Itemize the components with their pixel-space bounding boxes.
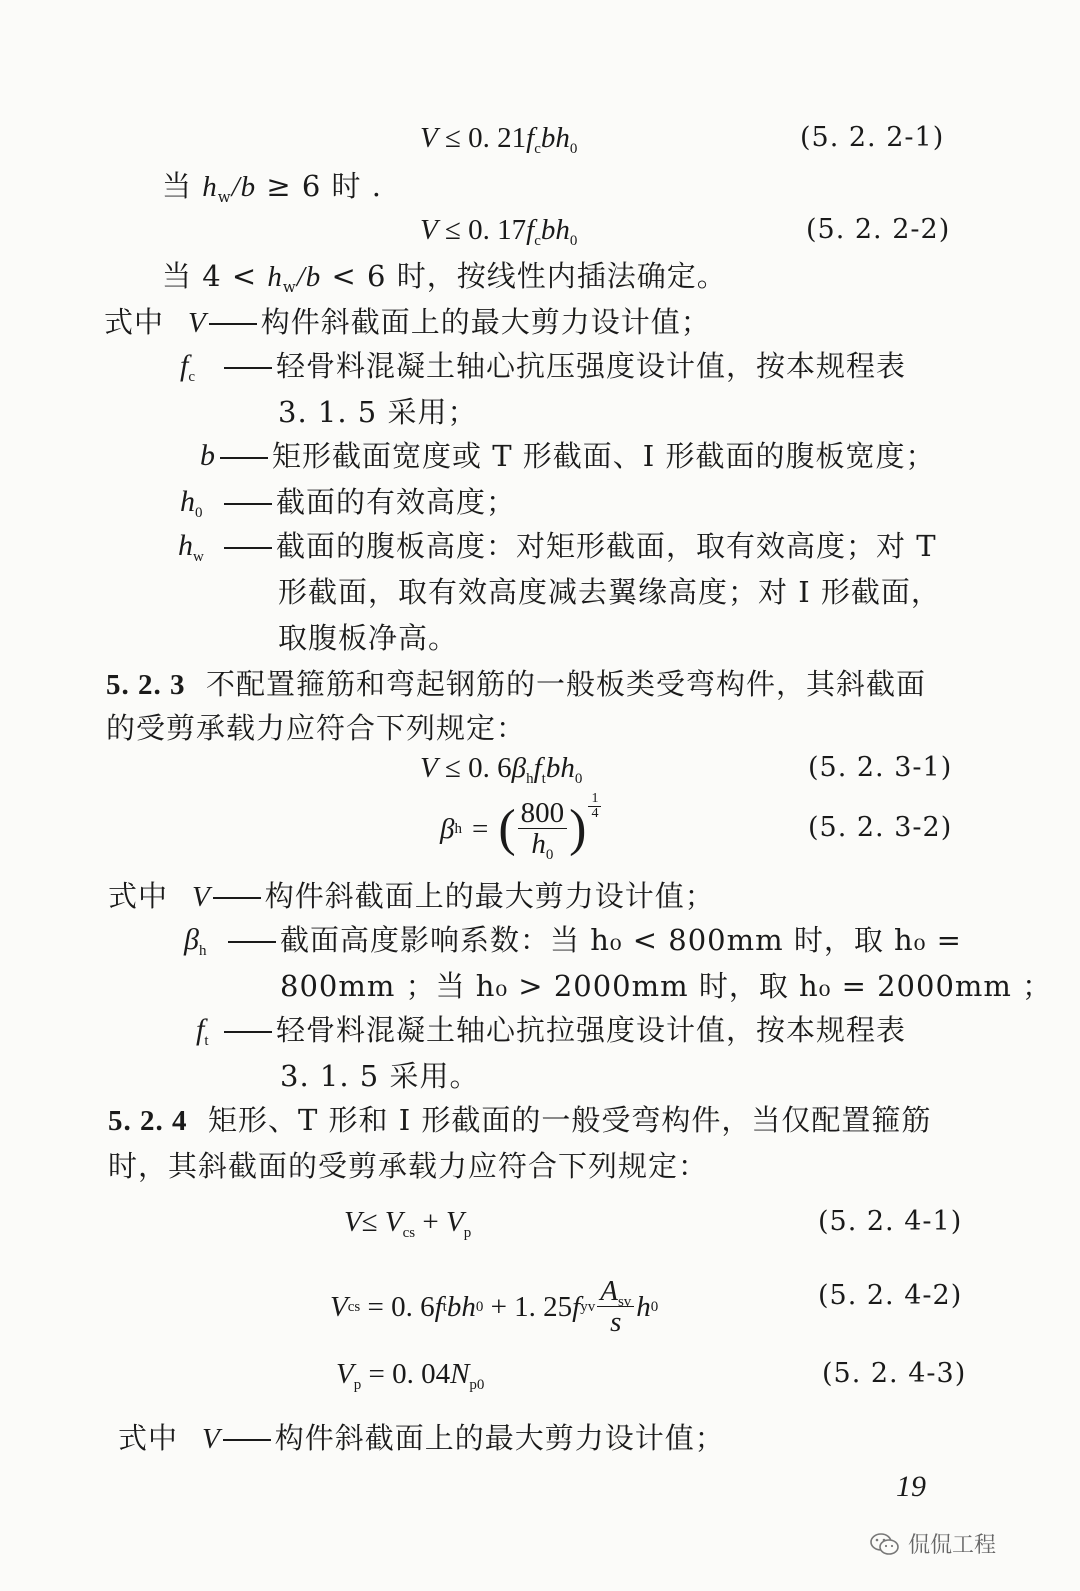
definition-continuation: 3. 1. 5 采用；: [278, 395, 478, 429]
wechat-icon: [870, 1532, 900, 1556]
definition-b: [218, 436, 935, 476]
section-number: 5. 2. 4: [108, 1105, 188, 1137]
definition-continuation: 取腹板净高。: [278, 621, 459, 655]
equation-5-2-4-2: V cs = 0. 6 f t bh 0 + 1. 25 f yv $\frac{A_{sv}}{s}$ h 0: [330, 1275, 659, 1338]
fraction: $\frac{A_{sv}}{s}$: [597, 1276, 634, 1337]
section-continuation: 时，其斜截面的受剪承载力应符合下列规定：: [108, 1149, 709, 1183]
equation-number: (5. 2. 2-2): [806, 214, 951, 245]
definition-text: 构件斜截面上的最大剪力设计值；: [274, 1421, 725, 1455]
symbol-hw: $h_w$: [178, 529, 204, 565]
definition-V: V 构件斜截面上的最大剪力设计值；: [188, 305, 711, 339]
definition-continuation: 形截面，取有效高度减去翼缘高度；对 I 形截面，: [278, 575, 941, 609]
where-lead: 式中: [118, 1421, 179, 1455]
equation-number: (5. 2. 3-2): [808, 812, 953, 843]
definition-text: 截面的腹板高度：对矩形截面，取有效高度；对 T: [276, 529, 937, 563]
fraction: $\frac{800}{h_0}$: [518, 798, 568, 859]
section-text: 不配置箍筋和弯起钢筋的一般板类受弯构件，其斜截面: [205, 667, 926, 701]
definition-ft: [222, 1010, 906, 1050]
symbol-h0: $h_0$: [180, 485, 203, 521]
section-number: 5. 2. 3: [106, 669, 186, 701]
definition-text: 矩形截面宽度或 T 形截面、I 形截面的腹板宽度；: [272, 439, 936, 473]
definition-hw: [222, 526, 937, 566]
definition-text: 轻骨料混凝土轴心抗拉强度设计值，按本规程表: [276, 1013, 907, 1047]
where-lead: 式中: [104, 305, 165, 339]
definition-text: 截面高度影响系数：当 h₀ < 800mm 时，取 h₀ =: [280, 923, 962, 957]
equation-5-2-4-3: $V_p = 0$. $04N_{p0}$: [336, 1358, 485, 1393]
equation-5-2-3-2: β h = ( $\frac{800}{h_0}$ ) $\frac{1}{4}$: [440, 798, 603, 859]
definition-beta-h: [226, 920, 962, 960]
section-5-2-3: [106, 664, 926, 705]
equation-number: (5. 2. 3-1): [808, 752, 953, 783]
exponent-num: 1: [588, 792, 601, 807]
equation-number: (5. 2. 4-1): [818, 1206, 963, 1237]
definition-fc: [222, 346, 906, 386]
definition-continuation: 800mm ；当 h₀ > 2000mm 时，取 h₀ = 2000mm ；: [280, 969, 1053, 1003]
numerator: 800: [518, 798, 568, 829]
definition-V: V 构件斜截面上的最大剪力设计值；: [192, 879, 715, 913]
condition-line: 当 $h_w/b \ge 6$ 时 .: [162, 169, 382, 206]
exponent-den: 4: [591, 806, 599, 821]
condition-line: 当 $4 < h_w/b < 6$ 时，按线性内插法确定。: [162, 259, 727, 296]
definition-text: 构件斜截面上的最大剪力设计值；: [260, 305, 711, 339]
equation-number: (5. 2. 4-2): [818, 1280, 963, 1311]
equation-number: (5. 2. 4-3): [822, 1358, 967, 1389]
section-continuation: 的受剪承载力应符合下列规定：: [106, 711, 527, 745]
page-number: 19: [896, 1470, 926, 1503]
equation-5-2-4-1: $V\le V_{cs} + V_p$: [344, 1206, 472, 1241]
definition-continuation: 3. 1. 5 采用。: [280, 1059, 480, 1093]
definition-text: 轻骨料混凝土轴心抗压强度设计值，按本规程表: [276, 349, 907, 383]
definition-text: 截面的有效高度；: [276, 485, 517, 519]
watermark-text: 侃侃工程: [908, 1533, 997, 1558]
equation-5-2-2-1: V ≤ 0. $21f_cbh_0$: [420, 122, 578, 157]
equation-5-2-3-1: V ≤ 0. $6\beta_hf_tbh_0$: [420, 752, 583, 787]
section-5-2-4: [108, 1100, 931, 1141]
symbol-beta-h: $\beta_h$: [184, 923, 207, 959]
exponent: [588, 792, 601, 821]
definition-V: V 构件斜截面上的最大剪力设计值；: [202, 1421, 725, 1455]
symbol-ft: $f_t$: [196, 1013, 209, 1049]
definition-text: 构件斜截面上的最大剪力设计值；: [264, 879, 715, 913]
equation-number: (5. 2. 2-1): [800, 122, 945, 153]
equation-5-2-2-2: V ≤ 0. $17f_cbh_0$: [420, 214, 578, 249]
watermark: [870, 1528, 996, 1559]
section-text: 矩形、T 形和 I 形截面的一般受弯构件，当仅配置箍筋: [207, 1103, 932, 1137]
definition-h0: [222, 482, 516, 522]
symbol-b: b: [200, 439, 215, 472]
where-lead: 式中: [108, 879, 169, 913]
symbol-fc: $f_c$: [180, 349, 196, 385]
